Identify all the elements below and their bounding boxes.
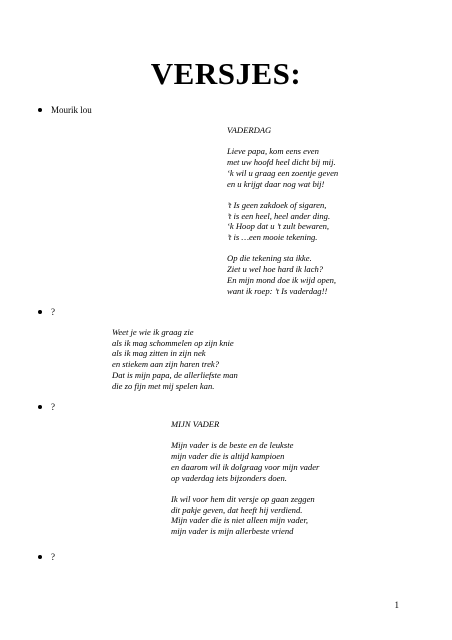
poem-vaderdag [227, 125, 338, 307]
page-number: 1 [394, 600, 399, 610]
poem-line: met uw hoofd heel dicht bij mij. [227, 157, 336, 168]
list-item-label: ? [51, 552, 55, 562]
poem-line: Weet je wie ik graag zie [112, 327, 194, 337]
poem-line: ’t is …een mooie tekening. [227, 232, 318, 242]
poem-heading: MIJN VADER [171, 419, 220, 429]
list-item [38, 307, 55, 318]
poem-line: dit pakje geven, dat heeft hij verdiend. [171, 504, 303, 515]
list-item-label: ? [51, 402, 55, 412]
poem-stanza [227, 253, 338, 296]
bullet-icon [38, 555, 42, 559]
poem-stanza [171, 494, 319, 537]
poem-line: En mijn mond doe ik wijd open, [227, 274, 337, 285]
poem-line: die zo fijn met mij spelen kan. [112, 380, 215, 391]
poem-line: Ziet u wel hoe hard ik lach? [227, 264, 324, 275]
poem-line: en u krijgt daar nog wat bij! [227, 178, 325, 189]
list-item [38, 552, 55, 563]
poem-line: ’t Is geen zakdoek of sigaren, [227, 199, 327, 210]
poem-line: Mijn vader is de beste en de leukste [171, 440, 294, 451]
poem-line: ’t is een heel, heel ander ding. [227, 210, 331, 221]
poem-stanza [227, 146, 338, 189]
poem-line: Op die tekening sta ikke. [227, 253, 312, 264]
page-title: VERSJES: [150, 56, 302, 91]
list-item [38, 105, 92, 116]
poem-line: en stiekem aan zijn haren trek? [112, 359, 219, 370]
bullet-icon [38, 108, 42, 112]
poem-line: als ik mag schommelen op zijn knie [112, 337, 234, 348]
bullet-icon [38, 310, 42, 314]
list-item-label: Mourik lou [51, 105, 92, 115]
poem-line: want ik roep: ’t Is vaderdag!! [227, 285, 328, 296]
poem-heading: VADERDAG [227, 125, 272, 135]
poem-line: mijn vader die is altijd kampioen [171, 451, 285, 462]
poem-line: Lieve papa, kom eens even [227, 146, 319, 157]
poem-line: Ik wil voor hem dit versje op gaan zeggen [171, 493, 315, 504]
poem-stanza [171, 440, 319, 483]
poem-line: als ik mag zitten in zijn nek [112, 348, 206, 359]
poem-weet-je [112, 327, 238, 391]
poem-line: en daarom wil ik dolgraag voor mijn vader [171, 461, 320, 472]
poem-line: op vaderdag iets bijzonders doen. [171, 472, 287, 483]
poem-line: mijn vader is mijn allerbeste vriend [171, 526, 294, 536]
list-item-label: ? [51, 307, 55, 317]
poem-line: ‘k wil u graag een zoentje geven [227, 167, 339, 178]
poem-line: Mijn vader die is niet alleen mijn vader, [171, 515, 308, 526]
poem-line: ‘k Hoop dat u ’t zult bewaren, [227, 221, 330, 232]
list-item [38, 402, 55, 413]
bullet-icon [38, 405, 42, 409]
poem-line: Dat is mijn papa, de allerliefste man [112, 369, 238, 380]
poem-stanza [227, 200, 338, 243]
poem-mijn-vader [171, 419, 319, 547]
